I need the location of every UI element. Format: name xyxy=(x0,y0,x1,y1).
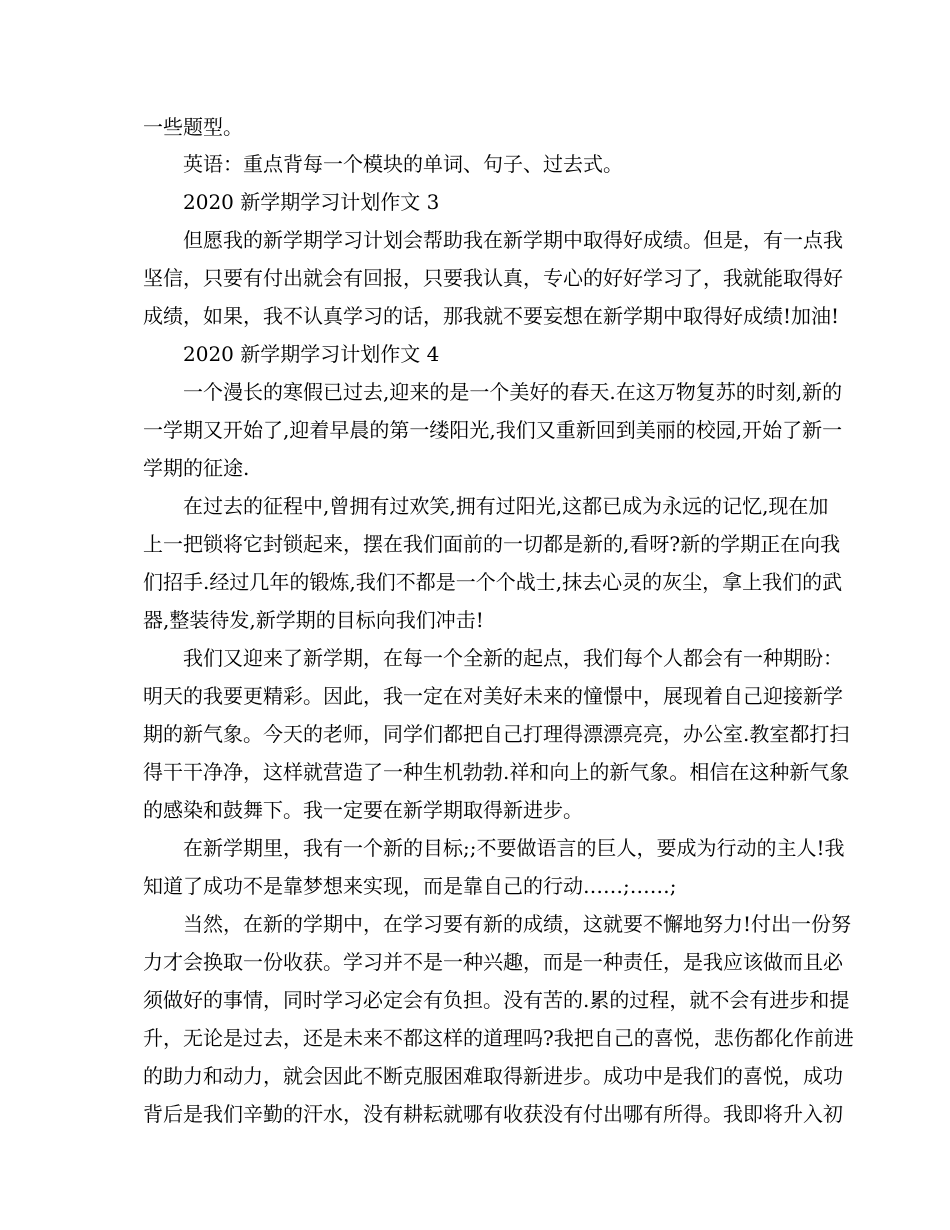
text-line: 2020 新学期学习计划作文 4 xyxy=(183,342,440,366)
text-line: 2020 新学期学习计划作文 3 xyxy=(183,190,440,214)
text-line: 器,整装待发,新学期的目标向我们冲击! xyxy=(143,608,484,632)
text-line: 在过去的征程中,曾拥有过欢笑,拥有过阳光,这都已成为永远的记忆,现在加 xyxy=(183,494,829,518)
text-line: 当然，在新的学期中，在学习要有新的成绩，这就要不懈地努力!付出一份努 xyxy=(183,912,852,936)
text-line: 我们又迎来了新学期，在每一个全新的起点，我们每个人都会有一种期盼： xyxy=(183,646,843,670)
text-line: 知道了成功不是靠梦想来实现，而是靠自己的行动……;……; xyxy=(143,874,677,898)
text-line: 得干干净净，这样就营造了一种生机勃勃.祥和向上的新气象。相信在这种新气象 xyxy=(143,760,850,784)
text-line: 上一把锁将它封锁起来，摆在我们面前的一切都是新的,看呀?新的学期正在向我 xyxy=(143,532,841,556)
text-line: 一些题型。 xyxy=(143,115,243,139)
text-line: 成绩，如果，我不认真学习的话，那我就不要妄想在新学期中取得好成绩!加油! xyxy=(143,304,840,328)
text-line: 的助力和动力，就会因此不断克服困难取得新进步。成功中是我们的喜悦，成功 xyxy=(143,1064,843,1088)
text-line: 一个漫长的寒假已过去,迎来的是一个美好的春天.在这万物复苏的时刻,新的 xyxy=(183,380,843,404)
text-line: 们招手.经过几年的锻炼,我们不都是一个个战士,抹去心灵的灰尘，拿上我们的武 xyxy=(143,570,843,594)
text-line: 在新学期里，我有一个新的目标;;不要做语言的巨人，要成为行动的主人!我 xyxy=(183,836,845,860)
text-line: 明天的我要更精彩。因此，我一定在对美好未来的憧憬中，展现着自己迎接新学 xyxy=(143,684,843,708)
text-line: 期的新气象。今天的老师，同学们都把自己打理得漂漂亮亮，办公室.教室都打扫 xyxy=(143,722,850,746)
text-line: 的感染和鼓舞下。我一定要在新学期取得新进步。 xyxy=(143,798,583,822)
text-line: 坚信，只要有付出就会有回报，只要我认真，专心的好好学习了，我就能取得好 xyxy=(143,266,843,290)
text-line: 一学期又开始了,迎着早晨的第一缕阳光,我们又重新回到美丽的校园,开始了新一 xyxy=(143,418,843,442)
text-line: 须做好的事情，同时学习必定会有负担。没有苦的.累的过程，就不会有进步和提 xyxy=(143,988,850,1012)
text-line: 但愿我的新学期学习计划会帮助我在新学期中取得好成绩。但是，有一点我 xyxy=(183,228,843,252)
text-line: 背后是我们辛勤的汗水，没有耕耘就哪有收获没有付出哪有所得。我即将升入初 xyxy=(143,1102,843,1126)
text-line: 学期的征途. xyxy=(143,456,250,480)
text-line: 升，无论是过去，还是未来不都这样的道理吗?我把自己的喜悦，悲伤都化作前进 xyxy=(143,1026,854,1050)
text-line: 力才会换取一份收获。学习并不是一种兴趣，而是一种责任，是我应该做而且必 xyxy=(143,950,843,974)
text-line: 英语：重点背每一个模块的单词、句子、过去式。 xyxy=(183,152,623,176)
